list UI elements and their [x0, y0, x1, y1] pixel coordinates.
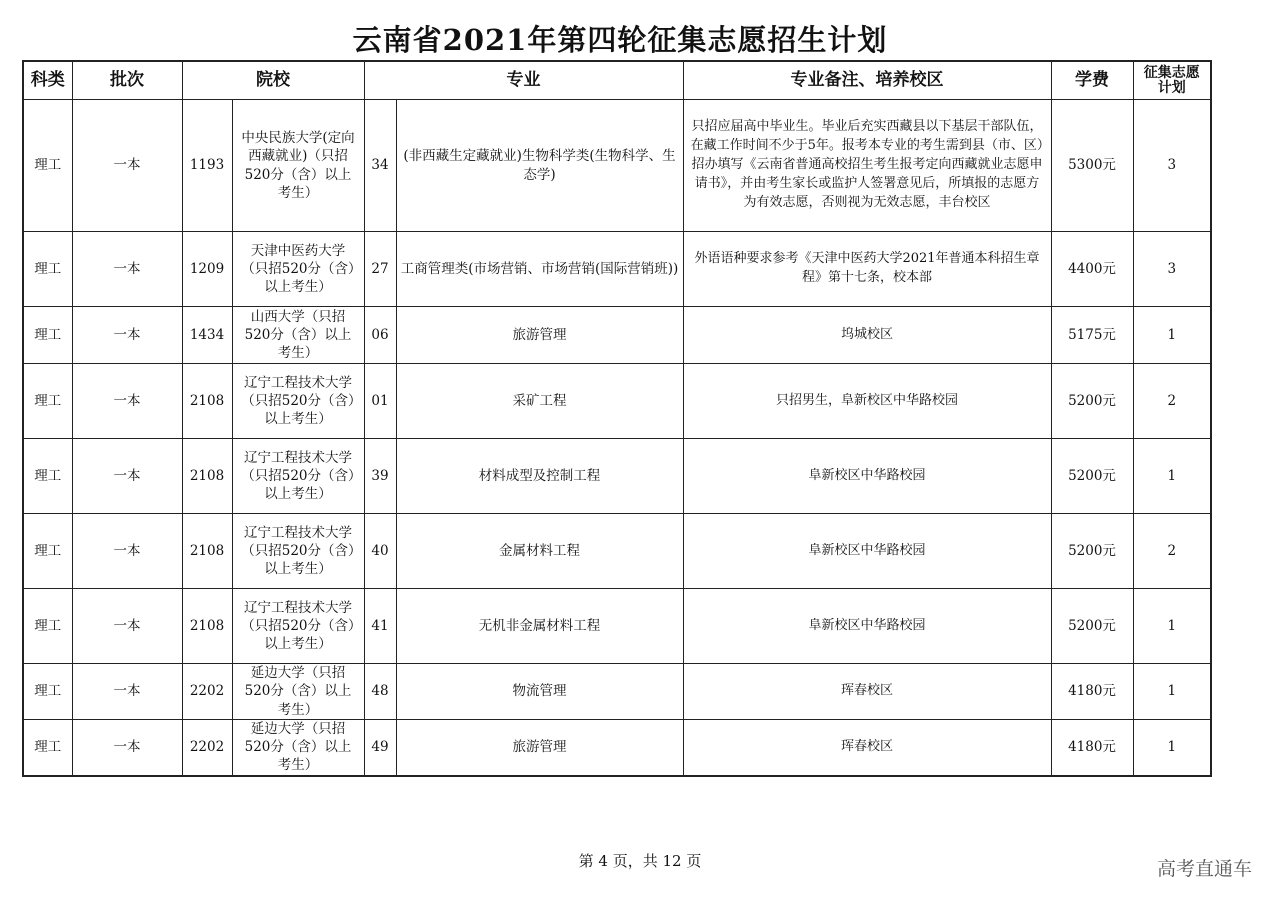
header-tuition: 学费 — [1051, 61, 1133, 100]
header-batch: 批次 — [72, 61, 182, 100]
cell-major-code: 39 — [364, 439, 396, 514]
table-row — [23, 232, 1211, 307]
cell-remark: 珲春校区 — [683, 720, 1051, 776]
cell-batch: 一本 — [72, 514, 182, 589]
cell-school-name: 天津中医药大学（只招520分（含）以上考生） — [232, 232, 364, 307]
page-title: 云南省2021年第四轮征集志愿招生计划 — [352, 23, 888, 57]
cell-school-name: 延边大学（只招520分（含）以上考生） — [232, 720, 364, 776]
cell-school-code: 2108 — [182, 514, 232, 589]
plan-table — [22, 60, 1212, 777]
cell-school-name: 辽宁工程技术大学（只招520分（含）以上考生） — [232, 364, 364, 439]
table-row — [23, 664, 1211, 720]
cell-remark: 阜新校区中华路校园 — [683, 589, 1051, 664]
cell-tuition: 5175元 — [1051, 307, 1133, 364]
cell-batch: 一本 — [72, 664, 182, 720]
cell-school-name: 辽宁工程技术大学（只招520分（含）以上考生） — [232, 514, 364, 589]
cell-plan: 1 — [1133, 439, 1211, 514]
cell-batch: 一本 — [72, 307, 182, 364]
header-category: 科类 — [23, 61, 72, 100]
cell-school-name: 延边大学（只招520分（含）以上考生） — [232, 664, 364, 720]
cell-school-code: 1209 — [182, 232, 232, 307]
cell-plan: 1 — [1133, 307, 1211, 364]
table-row — [23, 307, 1211, 364]
cell-tuition: 4180元 — [1051, 720, 1133, 776]
table-row — [23, 514, 1211, 589]
cell-plan: 1 — [1133, 720, 1211, 776]
cell-category: 理工 — [23, 589, 72, 664]
header-remark: 专业备注、培养校区 — [683, 61, 1051, 100]
cell-category: 理工 — [23, 514, 72, 589]
cell-school-name: 辽宁工程技术大学（只招520分（含）以上考生） — [232, 439, 364, 514]
table-header-row — [23, 61, 1211, 100]
table-row — [23, 364, 1211, 439]
cell-tuition: 5200元 — [1051, 514, 1133, 589]
cell-major-code: 40 — [364, 514, 396, 589]
cell-batch: 一本 — [72, 589, 182, 664]
cell-remark: 阜新校区中华路校园 — [683, 439, 1051, 514]
cell-category: 理工 — [23, 307, 72, 364]
cell-plan: 2 — [1133, 514, 1211, 589]
cell-category: 理工 — [23, 232, 72, 307]
cell-major-name: 采矿工程 — [396, 364, 683, 439]
cell-major-name: 物流管理 — [396, 664, 683, 720]
cell-tuition: 4180元 — [1051, 664, 1133, 720]
cell-category: 理工 — [23, 720, 72, 776]
cell-batch: 一本 — [72, 439, 182, 514]
cell-remark: 坞城校区 — [683, 307, 1051, 364]
cell-major-name: 材料成型及控制工程 — [396, 439, 683, 514]
cell-plan: 3 — [1133, 100, 1211, 232]
cell-major-code: 27 — [364, 232, 396, 307]
cell-batch: 一本 — [72, 232, 182, 307]
cell-major-name: 无机非金属材料工程 — [396, 589, 683, 664]
cell-tuition: 5300元 — [1051, 100, 1133, 232]
cell-batch: 一本 — [72, 100, 182, 232]
cell-major-name: 旅游管理 — [396, 720, 683, 776]
cell-remark: 珲春校区 — [683, 664, 1051, 720]
cell-major-name: 工商管理类(市场营销、市场营销(国际营销班)) — [396, 232, 683, 307]
table-body — [23, 100, 1211, 776]
cell-school-name: 山西大学（只招520分（含）以上考生） — [232, 307, 364, 364]
cell-school-name: 中央民族大学(定向西藏就业)（只招520分（含）以上考生） — [232, 100, 364, 232]
cell-school-code: 2202 — [182, 720, 232, 776]
cell-category: 理工 — [23, 100, 72, 232]
cell-batch: 一本 — [72, 720, 182, 776]
cell-remark: 阜新校区中华路校园 — [683, 514, 1051, 589]
cell-major-code: 06 — [364, 307, 396, 364]
header-school: 院校 — [182, 61, 364, 100]
table-row — [23, 100, 1211, 232]
cell-tuition: 4400元 — [1051, 232, 1133, 307]
cell-school-code: 1193 — [182, 100, 232, 232]
cell-school-name: 辽宁工程技术大学（只招520分（含）以上考生） — [232, 589, 364, 664]
table-row — [23, 439, 1211, 514]
table-row — [23, 720, 1211, 776]
cell-school-code: 2108 — [182, 439, 232, 514]
cell-plan: 1 — [1133, 589, 1211, 664]
cell-remark: 外语语种要求参考《天津中医药大学2021年普通本科招生章程》第十七条，校本部 — [683, 232, 1051, 307]
cell-major-name: 金属材料工程 — [396, 514, 683, 589]
header-plan: 征集志愿计划 — [1133, 61, 1211, 100]
cell-school-code: 1434 — [182, 307, 232, 364]
cell-category: 理工 — [23, 664, 72, 720]
cell-major-name: (非西藏生定藏就业)生物科学类(生物科学、生态学) — [396, 100, 683, 232]
cell-category: 理工 — [23, 439, 72, 514]
cell-plan: 1 — [1133, 664, 1211, 720]
cell-batch: 一本 — [72, 364, 182, 439]
cell-remark: 只招应届高中毕业生。毕业后充实西藏县以下基层干部队伍，在藏工作时间不少于5年。报考本专业的考生需到县（市、区）招办填写《云南省普通高校招生考生报考定向西藏就业志愿申请书》，并由考生家长或监护人签署意见后，所填报的志愿方为有效志愿，否则视为无效志愿，丰台校区 — [683, 100, 1051, 232]
header-major: 专业 — [364, 61, 683, 100]
cell-major-code: 34 — [364, 100, 396, 232]
cell-plan: 3 — [1133, 232, 1211, 307]
cell-category: 理工 — [23, 364, 72, 439]
page-footer: 第 4 页，共 12 页 — [578, 852, 702, 870]
cell-major-code: 41 — [364, 589, 396, 664]
cell-major-code: 48 — [364, 664, 396, 720]
table-row — [23, 589, 1211, 664]
cell-major-code: 01 — [364, 364, 396, 439]
cell-plan: 2 — [1133, 364, 1211, 439]
cell-tuition: 5200元 — [1051, 439, 1133, 514]
cell-major-code: 49 — [364, 720, 396, 776]
watermark: 高考直通车 — [1156, 858, 1252, 880]
cell-school-code: 2108 — [182, 364, 232, 439]
cell-school-code: 2202 — [182, 664, 232, 720]
cell-major-name: 旅游管理 — [396, 307, 683, 364]
cell-school-code: 2108 — [182, 589, 232, 664]
cell-remark: 只招男生，阜新校区中华路校园 — [683, 364, 1051, 439]
cell-tuition: 5200元 — [1051, 589, 1133, 664]
cell-tuition: 5200元 — [1051, 364, 1133, 439]
